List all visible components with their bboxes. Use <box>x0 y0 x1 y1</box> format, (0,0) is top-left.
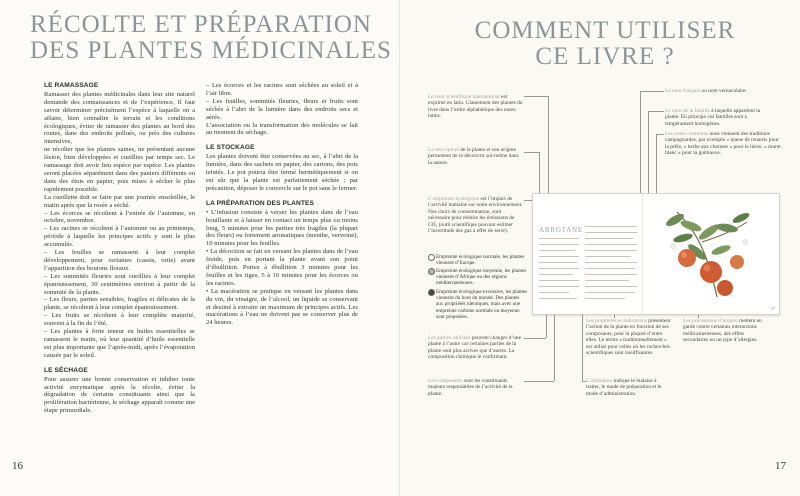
preview-page-number: 17 <box>771 306 775 311</box>
leaf-filled-icon <box>428 289 435 296</box>
body-paragraph: – Les feuilles se ramassent à leur complet développement, pour certaines (cassis, ortie) avant l’apparition des boutons floraux. <box>44 249 195 272</box>
note-components-highlight: Les composants <box>428 378 463 384</box>
body-paragraph: ne récolter que les plantes saines, ne présentant aucune lésion, bien développées et cueillies par temps sec. Le ramassage doit avoir lieu espèce par espèce. Les plantes seront placées séparément dans des paniers différents ou dans des étuis en papier, puis mises à sécher le plus rapidement possible. <box>44 146 195 193</box>
note-precautions-highlight: Les précautions d’emploi <box>683 318 738 324</box>
connector-line <box>548 96 549 193</box>
note-common-names <box>665 131 781 157</box>
preview-text-line <box>585 286 637 287</box>
preview-text-line <box>585 256 631 257</box>
body-paragraph: Pour assurer une bonne conservation et inhiber toute activité enzymatique après la récolte, éviter la dégradation de certains constituants ainsi que la prolifération bactérienne, le séchage apparaît comme une étape primordiale. <box>44 375 195 415</box>
note-scientific-name-highlight: Le nom scientifique international <box>428 94 500 100</box>
preview-text-line <box>539 238 579 239</box>
note-usage <box>586 378 671 397</box>
preview-text-line <box>539 244 579 245</box>
preview-text-line <box>585 268 635 269</box>
left-page-title <box>30 11 392 64</box>
note-family-name-text: à laquelle appartient la plante. En principe ces familles sont à tempérament homogènes. <box>665 108 761 127</box>
note-ecological-footprint-highlight: L’empreinte écologique <box>428 196 480 202</box>
book-page-preview <box>532 193 780 315</box>
preview-text-line <box>585 250 637 251</box>
connector-line <box>640 91 664 92</box>
leaf-outline-icon <box>428 254 435 261</box>
legend-footprint-medium <box>428 268 528 287</box>
note-parts-used-text: peuvent changer d’une plante à l’autre car certaines parties de la plante sont plus actives que d’autres. La composition chimique le confirmant. <box>428 335 521 361</box>
connector-line <box>524 338 546 339</box>
note-scientific-name-text: est exprimé en latin. Classement des plantes du livre dans l’ordre alphabétique des noms latins. <box>428 94 523 120</box>
connector-line <box>554 313 555 381</box>
preview-gutter <box>642 194 643 314</box>
preview-text-line <box>585 244 637 245</box>
body-paragraph: – Les fleurs, parties sensibles, fragiles et délicates de la plante, se récoltent à leur complet épanouissement. <box>44 296 195 312</box>
note-precautions <box>683 318 765 344</box>
preview-text-line <box>585 232 637 233</box>
note-ecological-footprint-text: est l’impact de l’activité humaine sur notre environnement. Nos choix de consommation, sont nécessaire pour réduire les émissions de CO₂ (outil scientifique pouvant estimer l’incertitude des gaz à effet de serre). <box>428 196 523 235</box>
note-properties <box>586 318 671 356</box>
note-properties-highlight: Les propriétés et indications <box>586 318 647 324</box>
plant-illustration <box>657 202 761 306</box>
preview-text-line <box>539 292 569 293</box>
left-column-2 <box>206 82 358 327</box>
body-paragraph: • La macération se pratique en versant les plantes dans du vin, du vinaigre, de l’alcool, un liquide se conservant et destiné à extraire un maximum de principes actifs. Les macérations à l’eau ne doivent pas se conserver plus de 24 heures. <box>206 287 358 327</box>
note-ecological-footprint <box>428 196 523 234</box>
connector-line <box>546 313 547 338</box>
preview-text-line <box>585 238 633 239</box>
connector-line <box>524 381 554 382</box>
left-title-line-2: DES PLANTES MÉDICINALES <box>30 37 392 64</box>
preview-text-line <box>539 262 577 263</box>
legend-footprint-normal-text: Empreinte écologique normale, les plantes viennent d’Europe. <box>436 254 525 267</box>
section-heading: LE STOCKAGE <box>206 144 255 152</box>
preview-text-line <box>539 274 573 275</box>
body-paragraph: – Les écorces et les racines sont séchées au soleil et à l’air libre. <box>206 82 358 97</box>
note-description-text: de la plante et son origine permettent de la découvrir soi-même dans la nature. <box>428 147 519 166</box>
connector-line <box>582 313 583 381</box>
body-paragraph: – Les fruits se récoltent à leur complète maturité, souvent à la fin de l’été. <box>44 312 195 328</box>
note-usage-text: indique le malaise à traiter, le mode de préparation et le mode d’administration. <box>586 378 662 397</box>
legend-footprint-excessive-text: Empreinte écologique excessive, les plantes viennent du bout du monde. Des plantes aux propriétés identiques, mais avec une empreinte carbone normale ou moyenne sont proposées. <box>436 289 528 320</box>
body-paragraph: – Les racines se récoltent à l’automne ou au printemps, période à laquelle les principes actifs y sont le plus accumulés. <box>44 225 195 249</box>
note-components <box>428 378 523 397</box>
preview-text-line <box>585 298 625 299</box>
note-common-names-text: nous viennent des traditions campagnardes, par exemple « queue de renard» pour la prêle, « herbe aux charmes » pour le lierre, « muret blanc » pour la guimauve. <box>665 131 781 157</box>
section-heading: LA PRÉPARATION DES PLANTES <box>206 199 314 207</box>
note-parts-used <box>428 335 523 361</box>
page-number-right: 17 <box>775 460 786 472</box>
left-title-line-1: RÉCOLTE ET PRÉPARATION <box>30 11 372 38</box>
preview-text-line <box>585 280 629 281</box>
connector-line <box>656 134 664 135</box>
right-title-line-2: CE LIVRE ? <box>535 43 675 70</box>
note-usage-highlight: L’utilisation <box>586 378 613 384</box>
body-paragraph: • La décoction se fait en versant les plantes dans de l’eau froide, puis en portant la plante avant son point d’ébullition. Portez à ébullition 3 minutes pour les feuilles et les tiges, 5 à 10 minutes pour les écorces ou les racines. <box>206 248 358 287</box>
connector-line <box>648 111 649 193</box>
note-family-name <box>665 108 775 127</box>
body-paragraph: – Les écorces se récoltent à l’entrée de l’automne, en octobre, novembre. <box>44 209 195 225</box>
preview-text-line <box>585 274 637 275</box>
note-french-name-highlight: Le nom français <box>665 88 701 94</box>
preview-text-line <box>539 298 577 299</box>
connector-line <box>640 91 641 193</box>
connector-line <box>539 152 540 193</box>
preview-text-line <box>539 280 579 281</box>
body-paragraph: – Les sommités fleuries sont cueillies à leur complet épanouissement, 30 centimètres environ à partir de la sommité de la plante. <box>44 272 195 296</box>
leaf-half-icon <box>428 268 435 275</box>
note-components-text: sont les constituants majeurs responsables de l’activité de la plante. <box>428 378 513 397</box>
body-paragraph: Ramasser des plantes médicinales dans leur site naturel demande des connaissances et de l’expérience. Il faut savoir déterminer précisément l’espèce à laquelle on a affaire, bien connaître le terrain et les conditions écologiques, éviter de ramasser des plantes au bord des routes, dans des endroits pollués, ou près des cultures intensives, <box>44 90 195 146</box>
right-page <box>400 0 800 496</box>
note-french-name-text: ou nom vernaculaire. <box>700 88 748 94</box>
body-paragraph: • L’infusion consiste à verser les plantes dans de l’eau bouillante et à laisser en contact un temps plus ou moins long, 5 minutes pour les parties très fragiles (la plupart des fleurs) ou fortement aromatiques (menthe, verveine), 10 minutes pour les feuilles. <box>206 208 358 248</box>
preview-text-line <box>585 226 637 227</box>
note-properties-text: présentent l’action de la plante en fonction de ses composants, pour la plupart d’entre elles. Le terme « traditionnellement » est utilisé pour celles où les recherches scientifiques sont insuffisantes. <box>586 318 671 357</box>
connector-line <box>656 134 657 193</box>
preview-text-line <box>585 262 637 263</box>
page-number-left: 16 <box>12 460 23 472</box>
preview-plant-title: ABROTANE <box>539 226 583 234</box>
note-family-name-highlight: Le nom de la famille <box>665 108 710 114</box>
preview-text-line <box>539 256 579 257</box>
body-paragraph: Les plantes doivent être conservées au sec, à l’abri de la lumière, dans des sachets en papier, des cartons, des pots teintés. Le pot pourra être fermé hermétiquement si on est sûr que la plante est parfaitement séchée ; par précaution, déposer le couvercle sur le pot sans le fermer. <box>206 153 358 192</box>
note-common-names-highlight: Les noms communs <box>665 131 709 137</box>
right-title-line-1: COMMENT UTILISER <box>474 17 736 44</box>
section-heading: LE SÉCHAGE <box>44 366 88 374</box>
legend-footprint-medium-text: Empreinte écologique moyenne, les plantes viennent d’Afrique ou des régions méditerranéennes. <box>436 268 527 287</box>
legend-footprint-normal <box>428 254 528 266</box>
note-scientific-name <box>428 94 523 120</box>
legend-footprint-excessive <box>428 289 528 320</box>
left-column-1 <box>44 82 195 415</box>
note-precautions-text: mettent en garde contre certaines interactions médicamenteuses, des effets secondaires ou un type d’allergies. <box>683 318 762 344</box>
preview-text-line <box>539 250 575 251</box>
body-paragraph: – Les plantes à forte teneur en huiles essentielles se ramassent le matin, où leur quantité d’huile essentielle est plus importante que l’après-midi, après l’évaporation causée par le soleil. <box>44 328 195 359</box>
note-description-highlight: La description <box>428 147 459 153</box>
body-paragraph: – Les feuilles, sommités fleuries, fleurs et fruits sont séchés à l’abri de la lumière dans des endroits secs et aérés. <box>206 97 358 121</box>
note-french-name <box>665 88 770 94</box>
body-paragraph: L’association ou la transformation des molécules se fait au moment du séchage. <box>206 121 358 137</box>
section-heading: LE RAMASSAGE <box>44 82 99 89</box>
connector-line <box>524 152 539 153</box>
connector-line <box>582 381 586 382</box>
preview-text-line <box>539 268 579 269</box>
preview-text-line <box>539 286 579 287</box>
right-page-title <box>460 18 750 70</box>
body-paragraph: La cueillette doit se faire par une journée ensoleillée, le matin après que la rosée a séché. <box>44 193 195 209</box>
note-parts-used-highlight: Les parties utilisées <box>428 335 471 341</box>
connector-line <box>524 200 532 201</box>
connector-line <box>524 96 548 97</box>
preview-text-line <box>585 292 635 293</box>
note-description <box>428 147 523 166</box>
connector-line <box>648 111 664 112</box>
